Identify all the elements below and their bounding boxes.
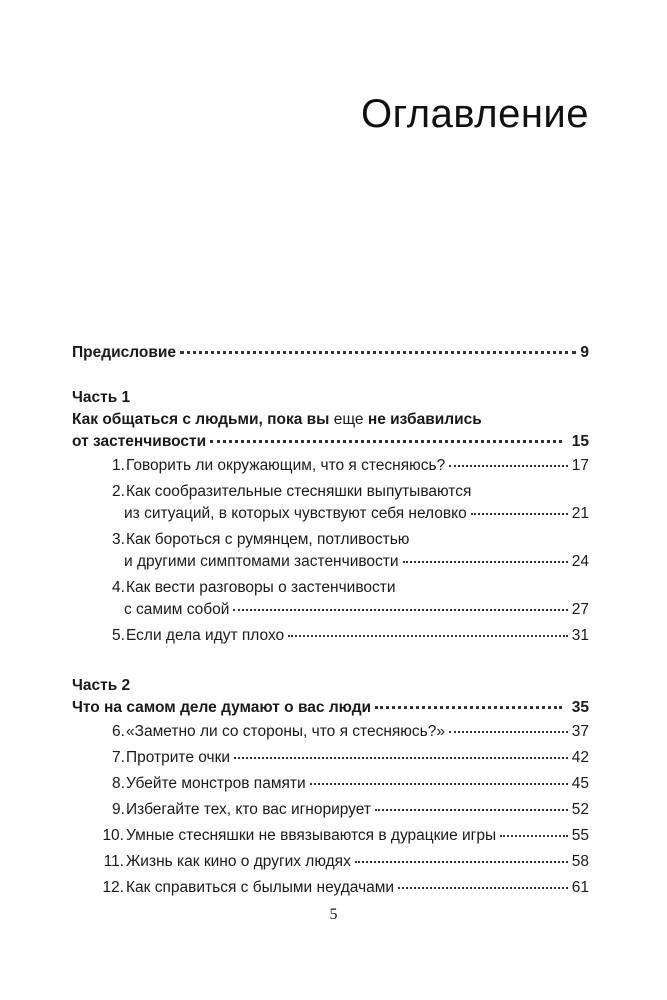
toc-chapter [72, 877, 589, 899]
chapter-title: Убейте монстров памяти [126, 775, 306, 792]
chapter-number: 6. [112, 723, 125, 740]
part-label: Часть 1 [72, 389, 131, 406]
chapter-number: 9. [112, 801, 125, 818]
chapter-page: 27 [571, 601, 589, 618]
chapter-page: 61 [571, 879, 589, 896]
toc-chapter [72, 455, 589, 477]
entry-title: от застенчивости [72, 433, 207, 450]
toc-part-2 [72, 675, 589, 899]
part-title-segment: не избавились [363, 411, 482, 428]
chapter-number: 2. [112, 483, 125, 500]
chapter-page: 45 [571, 775, 589, 792]
chapter-page: 17 [571, 457, 589, 474]
page-number: 5 [329, 906, 338, 923]
chapter-title: Если дела идут плохо [126, 627, 285, 644]
chapter-title: Протрите очки [126, 749, 231, 766]
chapter-number: 7. [112, 749, 125, 766]
toc-chapter [72, 577, 589, 621]
chapter-page: 37 [571, 723, 589, 740]
chapter-title: Как справиться с былыми неудачами [126, 879, 395, 896]
chapter-title-cont: с самим собой [124, 601, 230, 618]
chapter-page: 55 [571, 827, 589, 844]
chapter-title: Как бороться с румянцем, потливостью [126, 531, 410, 548]
dot-leader [398, 886, 568, 889]
chapter-title: Как вести разговоры о застенчивости [126, 579, 396, 596]
entry-title: Что на самом деле думают о вас люди [72, 699, 372, 716]
toc-part-1 [72, 387, 589, 647]
table-of-contents [72, 342, 589, 899]
chapter-title-cont: и другими симптомами застенчивости [124, 553, 399, 570]
chapter-number: 8. [112, 775, 125, 792]
part-title-line-1 [72, 409, 589, 431]
dot-leader [210, 439, 562, 443]
chapter-title: Говорить ли окружающим, что я стесняюсь? [126, 457, 446, 474]
chapter-page: 52 [571, 801, 589, 818]
chapter-number: 3. [112, 531, 125, 548]
toc-chapter [72, 825, 589, 847]
part-title-segment: Как общаться с людьми, пока вы [72, 411, 334, 428]
chapter-number: 10. [102, 827, 124, 844]
chapter-number: 11. [103, 853, 124, 870]
dot-leader [500, 834, 568, 837]
chapter-number: 1. [112, 457, 125, 474]
chapter-title: Жизнь как кино о других людях [126, 853, 351, 870]
chapter-page: 31 [571, 627, 589, 644]
chapter-page: 21 [571, 505, 589, 522]
toc-chapter [72, 721, 589, 743]
chapter-number: 5. [112, 627, 125, 644]
toc-chapter [72, 799, 589, 821]
chapter-page: 24 [571, 553, 589, 570]
chapter-number: 4. [112, 579, 125, 596]
dot-leader [375, 705, 562, 709]
dot-leader [180, 350, 576, 354]
part-title-segment-light: еще [333, 411, 364, 428]
chapter-title: Умные стесняшки не ввязываются в дурацкие игры [126, 827, 497, 844]
dot-leader [471, 512, 568, 515]
part-label: Часть 2 [72, 677, 131, 694]
part-title-line-1 [72, 697, 589, 719]
part-title-line-2 [72, 431, 589, 453]
chapter-title-cont: из ситуаций, в которых чувствуют себя неловко [124, 505, 467, 522]
toc-entry-preface [72, 342, 589, 364]
dot-leader [403, 560, 568, 563]
dot-leader [449, 730, 568, 733]
toc-chapter [72, 625, 589, 647]
dot-leader [449, 464, 568, 467]
chapter-title: Как сообразительные стесняшки выпутываются [126, 483, 472, 500]
toc-chapter [72, 529, 589, 573]
entry-page: 15 [571, 433, 589, 450]
chapter-page: 42 [571, 749, 589, 766]
entry-page: 35 [571, 699, 589, 716]
toc-chapter [72, 773, 589, 795]
dot-leader [375, 808, 568, 811]
dot-leader [355, 860, 568, 863]
page-title: Оглавление [360, 92, 589, 136]
chapter-number: 12. [102, 879, 124, 896]
dot-leader [310, 782, 568, 785]
entry-title: Предисловие [72, 344, 177, 361]
dot-leader [234, 756, 568, 759]
dot-leader [233, 608, 567, 611]
toc-chapter [72, 851, 589, 873]
toc-chapter [72, 481, 589, 525]
dot-leader [288, 634, 568, 637]
toc-chapter [72, 747, 589, 769]
entry-page: 9 [580, 344, 589, 361]
chapter-page: 58 [571, 853, 589, 870]
chapter-title: «Заметно ли со стороны, что я стесняюсь?» [126, 723, 445, 740]
chapter-title: Избегайте тех, кто вас игнорирует [126, 801, 371, 818]
